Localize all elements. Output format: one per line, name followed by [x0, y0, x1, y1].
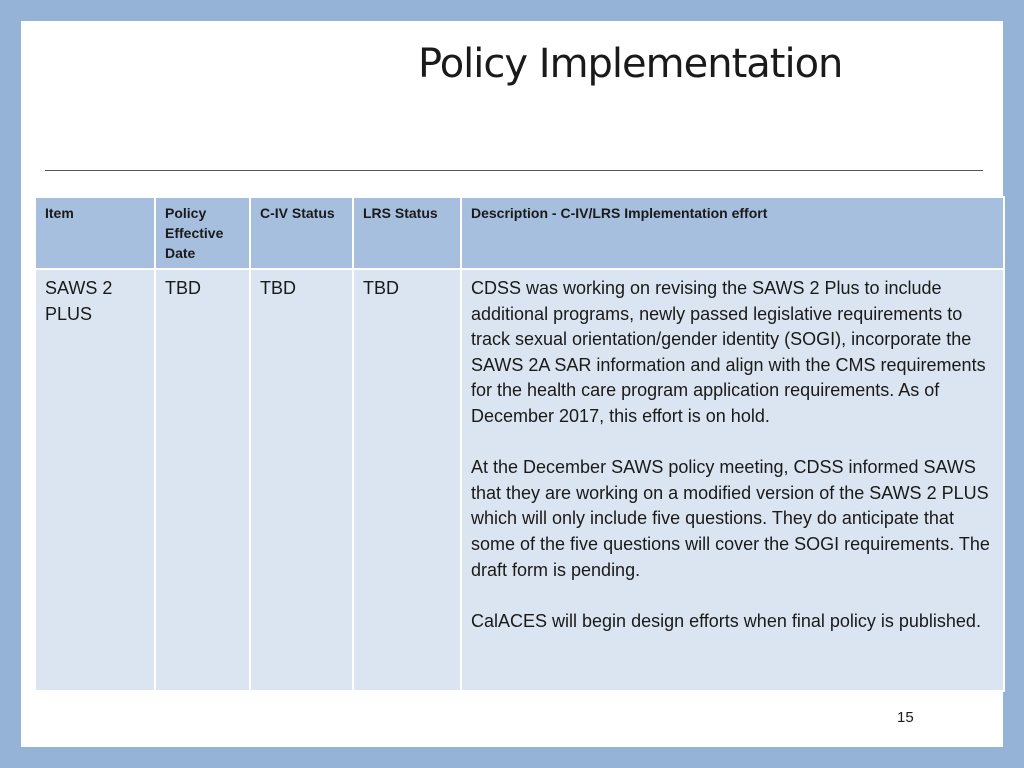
slide-title: Policy Implementation: [418, 41, 843, 87]
description-paragraph: CDSS was working on revising the SAWS 2 Plus to include additional programs, newly passed legislative requirements to track sexual orientation/gender identity (SOGI), incorporate the SAWS 2A SAR information and align with the CMS requirements for the health care program application requirements. As of December 2017, this effort is on hold.: [471, 278, 986, 426]
cell-description: [462, 270, 1003, 690]
cell-lrs-status: TBD: [354, 270, 460, 690]
table-header-row: [36, 198, 1003, 268]
cell-civ-status: TBD: [251, 270, 352, 690]
header-policy-effective-date: Policy Effective Date: [156, 198, 249, 268]
header-civ-status: C-IV Status: [251, 198, 352, 268]
description-paragraph: At the December SAWS policy meeting, CDSS informed SAWS that they are working on a modified version of the SAWS 2 PLUS which will only include five questions. They do anticipate that some of the five questions will cover the SOGI requirements. The draft form is pending.: [471, 457, 990, 580]
cell-policy-effective-date: TBD: [156, 270, 249, 690]
policy-table: [34, 196, 1005, 692]
header-description: Description - C-IV/LRS Implementation effort: [462, 198, 1003, 268]
title-divider: [45, 170, 983, 171]
slide: [21, 21, 1003, 747]
header-item: Item: [36, 198, 154, 268]
header-lrs-status: LRS Status: [354, 198, 460, 268]
page-number: 15: [897, 709, 914, 726]
cell-item: SAWS 2 PLUS: [36, 270, 154, 690]
description-paragraph: CalACES will begin design efforts when final policy is published.: [471, 610, 981, 631]
table-row: [36, 270, 1003, 690]
